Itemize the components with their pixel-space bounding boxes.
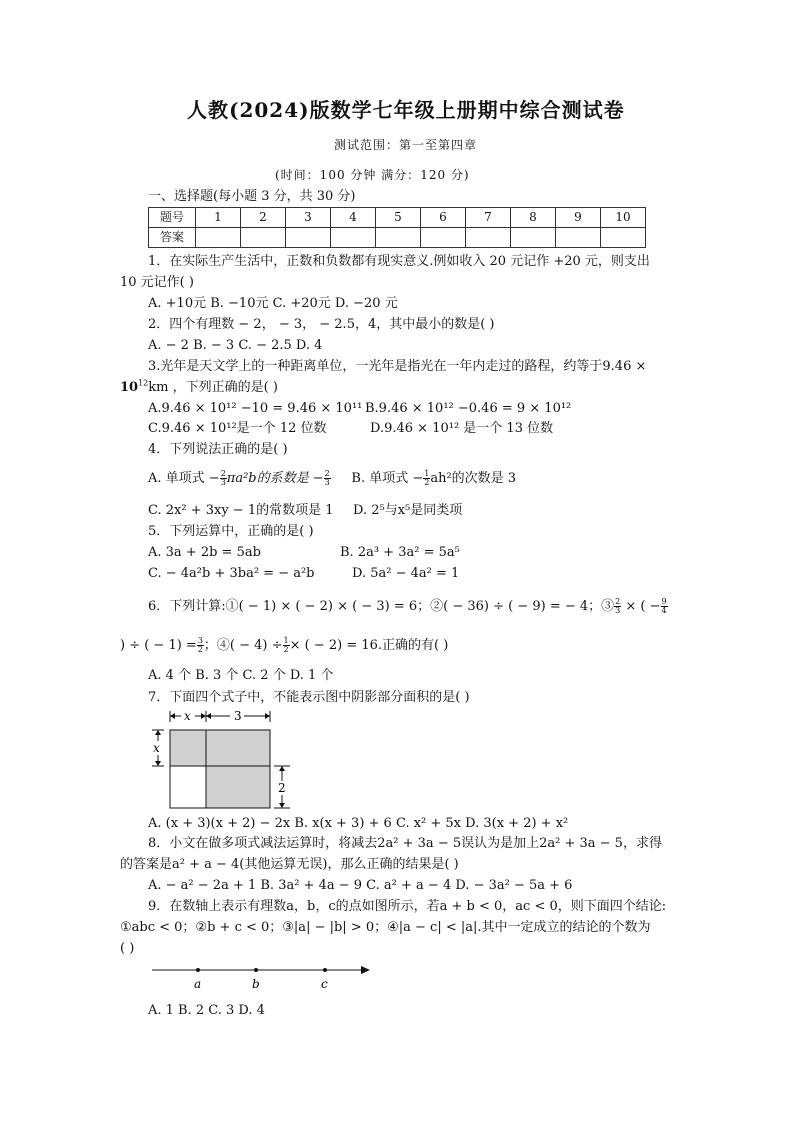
question-5-option-c: C. − 4a²b + 3ba² = − a²b (148, 566, 315, 581)
question-6-options: A. 4 个 B. 3 个 C. 2 个 D. 1 个 (148, 668, 334, 683)
question-8-stem: 8．小文在做多项式减法运算时，将减去2a² + 3a − 5误认为是加上2a² + 3a − 5，求得 (148, 836, 662, 851)
answer-cell[interactable] (511, 228, 556, 248)
sci-exponent: 12 (138, 378, 149, 388)
question-3-option-b: B.9.46 × 10¹² −0.46 = 9 × 10¹² (365, 401, 572, 416)
table-cell: 3 (286, 208, 331, 228)
question-3-option-c: C.9.46 × 10¹²是一个 12 位数 (148, 421, 327, 436)
option-b-prefix: B. 单项式 − (351, 471, 424, 486)
fraction: $\frac{1}{2}$ (424, 469, 430, 487)
answer-cell[interactable] (331, 228, 376, 248)
question-1-stem-cont: 10 元记作( ) (120, 275, 194, 290)
question-5-option-d: D. 5a² − 4a² = 1 (352, 566, 460, 581)
table-row (149, 228, 646, 248)
question-3-option-d: D.9.46 × 10¹² 是一个 13 位数 (370, 421, 554, 436)
question-6-text-tail: × ( − (621, 599, 661, 614)
question-3-stem-tail: km ，下列正确的是( ) (148, 380, 278, 395)
point-a-label: a (194, 977, 202, 991)
question-4-option-d: D. 2⁵与x⁵是同类项 (353, 503, 463, 518)
question-3-stem: 3.光年是天文学上的一种距离单位，一光年是指光在一年内走过的路程，约等于9.46 × (148, 359, 647, 374)
point-c (323, 968, 327, 972)
question-5-option-b: B. 2a³ + 3a² = 5a⁵ (340, 545, 460, 560)
answer-table (148, 207, 646, 248)
question-6-line-1 (148, 598, 668, 615)
question-6-line-2 (120, 637, 448, 654)
question-3-option-a: A.9.46 × 10¹² −10 = 9.46 × 10¹¹ (148, 401, 363, 416)
fraction: $\frac{3}{2}$ (197, 636, 203, 654)
fraction: $\frac{9}{4}$ (661, 597, 667, 615)
fraction: $\frac{2}{3}$ (324, 469, 330, 487)
question-1-stem: 1．在实际生产生活中，正数和负数都有现实意义.例如收入 20 元记作 +20 元，则支出 (148, 254, 650, 269)
table-cell: 2 (241, 208, 286, 228)
shaded-square-x (170, 730, 206, 766)
table-cell: 9 (556, 208, 601, 228)
point-a (196, 968, 200, 972)
question-4-options-ab (148, 470, 516, 487)
point-c-label: c (321, 977, 328, 991)
answer-cell[interactable] (466, 228, 511, 248)
question-4-stem: 4．下列说法正确的是( ) (148, 442, 288, 457)
label-x-top: x (184, 709, 191, 723)
question-3-stem-cont (120, 380, 278, 396)
question-2-options: A. − 2 B. − 3 C. − 2.5 D. 4 (148, 338, 323, 353)
time-score-info: (时间：100 分钟 满分：120 分) (275, 168, 470, 182)
test-scope: 测试范围：第一至第四章 (334, 138, 478, 152)
point-b (254, 968, 258, 972)
question-7-options: A. (x + 3)(x + 2) − 2x B. x(x + 3) + 6 C. x² + 5x D. 3(x + 2) + x² (148, 816, 569, 831)
answer-cell[interactable] (241, 228, 286, 248)
table-cell: 6 (421, 208, 466, 228)
table-cell: 7 (466, 208, 511, 228)
question-9-stem-end: ( ) (120, 941, 135, 956)
blank-rect-bottom-left (170, 766, 206, 808)
question-2-stem: 2．四个有理数 − 2， − 3， − 2.5，4，其中最小的数是( ) (148, 317, 495, 332)
label-3: 3 (234, 709, 242, 723)
question-4-option-c: C. 2x² + 3xy − 1的常数项是 1 (148, 503, 334, 518)
option-b-tail: ah²的次数是 3 (430, 471, 517, 486)
fraction: $\frac{1}{2}$ (283, 636, 289, 654)
question-5-option-a: A. 3a + 2b = 5ab (148, 545, 261, 560)
answer-cell[interactable] (601, 228, 646, 248)
answer-cell[interactable] (556, 228, 601, 248)
question-6-text: × ( − 2) = 16.正确的有( ) (289, 638, 449, 653)
question-8-options: A. − a² − 2a + 1 B. 3a² + 4a − 9 C. a² + a − 4 D. − 3a² − 5a + 6 (148, 878, 573, 893)
question-6-text: ；④( − 4) ÷ (203, 638, 283, 653)
question-8-stem-cont: 的答案是a² + a − 4(其他运算无误)，那么正确的结果是( ) (120, 857, 459, 872)
option-a-middle: πa²b的系数是 − (226, 471, 324, 486)
table-cell: 5 (376, 208, 421, 228)
table-row (149, 208, 646, 228)
table-cell: 10 (601, 208, 646, 228)
label-2: 2 (278, 781, 286, 795)
question-9-stem-cont: ①abc < 0；②b + c < 0；③|a| − |b| > 0；④|a − c| < |a|.其中一定成立的结论的个数为 (120, 920, 651, 935)
answer-cell[interactable] (196, 228, 241, 248)
page-title: 人教(2024)版数学七年级上册期中综合测试卷 (187, 98, 625, 122)
question-6-text: 6．下列计算:①( − 1) × ( − 2) × ( − 3) = 6；②( − 36) ÷ ( − 9) = − 4；③ (148, 599, 615, 614)
answer-cell[interactable] (421, 228, 466, 248)
table-cell: 4 (331, 208, 376, 228)
question-1-options: A. +10元 B. −10元 C. +20元 D. −20 元 (148, 296, 398, 311)
question-7-stem: 7．下面四个式子中，不能表示图中阴影部分面积的是( ) (148, 690, 470, 705)
area-diagram (148, 708, 298, 812)
table-cell-label: 题号 (149, 208, 196, 228)
option-a-prefix: A. 单项式 − (148, 471, 220, 486)
label-x-left: x (153, 741, 160, 755)
section-heading: 一、选择题(每小题 3 分，共 30 分) (148, 189, 356, 204)
fraction: $\frac{2}{3}$ (615, 597, 621, 615)
question-9-options: A. 1 B. 2 C. 3 D. 4 (148, 1003, 265, 1018)
table-cell: 8 (511, 208, 556, 228)
answer-cell[interactable] (376, 228, 421, 248)
table-cell-label: 答案 (149, 228, 196, 248)
shaded-rect-bottom-right (206, 766, 270, 808)
question-9-stem: 9．在数轴上表示有理数a，b，c的点如图所示，若a + b < 0，ac < 0，则下面四个结论: (148, 899, 667, 914)
answer-cell[interactable] (286, 228, 331, 248)
point-b-label: b (252, 977, 260, 991)
shaded-rect-top-right (206, 730, 270, 766)
sci-base: 10 (120, 380, 139, 395)
question-5-stem: 5．下列运算中，正确的是( ) (148, 524, 314, 539)
number-line-arrow (361, 966, 370, 974)
question-6-text: ) ÷ ( − 1) = (120, 638, 197, 653)
number-line (148, 962, 378, 994)
table-cell: 1 (196, 208, 241, 228)
fraction: $\frac{2}{3}$ (220, 469, 226, 487)
